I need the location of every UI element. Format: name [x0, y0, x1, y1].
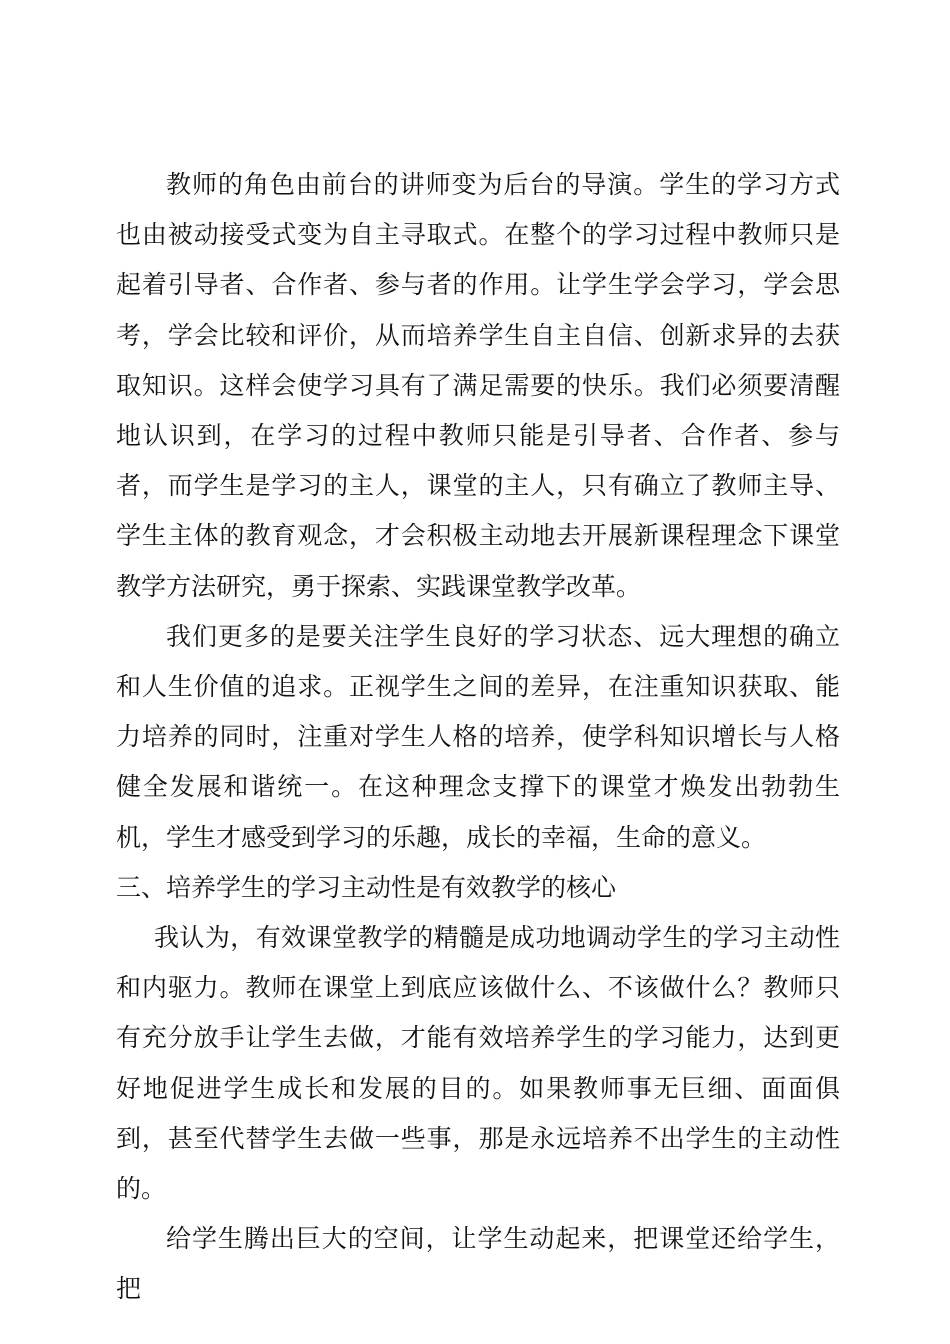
- paragraph-give-space: 给学生腾出巨大的空间，让学生动起来，把课堂还给学生，把: [116, 1224, 840, 1304]
- document-body: [116, 160, 840, 1315]
- paragraph-teacher-role: 教师的角色由前台的讲师变为后台的导演。学生的学习方式也由被动接受式变为自主寻取式。在整个的学习过程中教师只是起着引导者、合作者、参与者的作用。让学生学会学习，学会思考，学会比较和评价，从而培养学生自主自信、创新求异的去获取知识。这样会使学习具有了满足需要的快乐。我们必须要清醒地认识到，在学习的过程中教师只能是引导者、合作者、参与者，而学生是学习的主人，课堂的主人，只有确立了教师主导、学生主体的教育观念，才会积极主动地去开展新课程理念下课堂教学方法研究，勇于探索、实践课堂教学改革。: [116, 170, 840, 601]
- paragraph-learning-initiative: 我认为，有效课堂教学的精髓是成功地调动学生的学习主动性和内驱力。教师在课堂上到底应该做什么、不该做什么？教师只有充分放手让学生去做，才能有效培养学生的学习能力，达到更好地促进学生成长和发展的目的。如果教师事无巨细、面面俱到，甚至代替学生去做一些事，那是永远培养不出学生的主动性的。: [116, 923, 840, 1204]
- paragraph-student-state: 我们更多的是要关注学生良好的学习状态、远大理想的确立和人生价值的追求。正视学生之间的差异，在注重知识获取、能力培养的同时，注重对学生人格的培养，使学科知识增长与人格健全发展和谐统一。在这种理念支撑下的课堂才焕发出勃勃生机，学生才感受到学习的乐趣，成长的幸福，生命的意义。: [116, 621, 840, 852]
- section-heading: 三、培养学生的学习主动性是有效教学的核心: [116, 872, 617, 902]
